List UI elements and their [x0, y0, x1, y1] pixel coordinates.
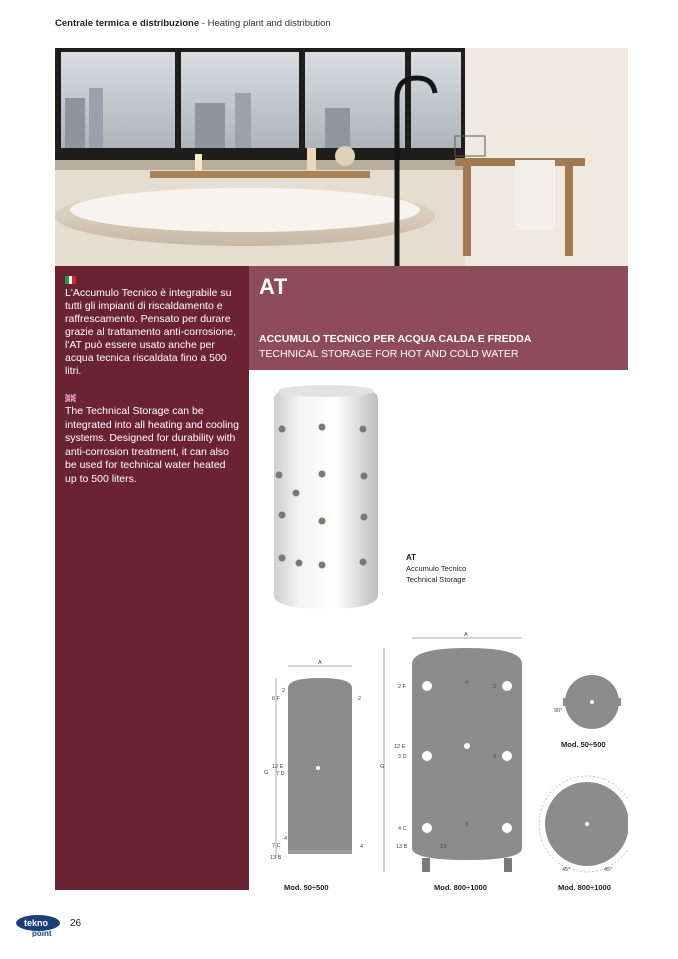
- svg-text:7 C: 7 C: [272, 843, 281, 849]
- product-title-it: ACCUMULO TECNICO PER ACQUA CALDA E FREDDA: [259, 333, 532, 345]
- page-header: [55, 18, 331, 29]
- svg-text:13 B: 13 B: [270, 855, 282, 861]
- label-top-small-model: Mod. 50÷500: [561, 740, 606, 749]
- dim-g-large: G: [380, 764, 385, 770]
- description-panel: [55, 266, 249, 890]
- label-small-model: Mod. 50÷500: [284, 883, 329, 892]
- technical-drawings: [262, 628, 628, 883]
- dim-a-large: A: [464, 632, 468, 638]
- svg-text:2 F: 2 F: [398, 684, 406, 690]
- caption-name-it: Accumulo Tecnico: [406, 564, 467, 573]
- label-top-large-model: Mod. 800÷1000: [558, 883, 611, 892]
- large-tank-side-drawing: [380, 632, 522, 872]
- svg-text:3 D: 3 D: [398, 754, 407, 760]
- product-title-en: TECHNICAL STORAGE FOR HOT AND COLD WATER: [259, 348, 519, 360]
- large-tank-top-drawing: [539, 776, 628, 873]
- hero-bathroom-photo: [55, 48, 628, 266]
- italian-flag-icon: [65, 276, 76, 284]
- logo-text-top: tekno: [24, 918, 49, 928]
- svg-text:6 F: 6 F: [272, 696, 280, 702]
- label-large-model: Mod. 800÷1000: [434, 883, 487, 892]
- svg-text:45°: 45°: [604, 867, 613, 873]
- teknopoint-logo: [14, 913, 66, 942]
- svg-text:7 D: 7 D: [276, 771, 285, 777]
- svg-text:3: 3: [493, 754, 497, 760]
- small-tank-top-drawing: [554, 675, 621, 729]
- svg-text:4: 4: [284, 836, 288, 842]
- header-separator: -: [199, 18, 208, 29]
- svg-text:2: 2: [358, 696, 362, 702]
- svg-text:13: 13: [440, 844, 447, 850]
- product-caption: [406, 552, 466, 585]
- bathroom-illustration: [55, 48, 628, 266]
- dim-g-small: G: [264, 770, 269, 776]
- page-number: 26: [70, 918, 82, 929]
- dim-a-small: A: [318, 660, 322, 666]
- small-tank-side-drawing: [264, 660, 363, 861]
- description-en: The Technical Storage can be integrated into all heating and cooling systems. Designed for durability with anti-corrosion treatment, it can also be used for technical water heated up to 500 liters.: [65, 405, 239, 485]
- product-title-panel: [249, 266, 628, 370]
- svg-text:4: 4: [360, 844, 364, 850]
- tank-product-photo: [266, 385, 386, 620]
- svg-text:4 C: 4 C: [398, 826, 407, 832]
- description-it: L'Accumulo Tecnico è integrabile su tutti gli impianti di riscaldamento e raffrescamento. Pensato per durare grazie al trattamento anti-corrosione, l'AT può essere usato anche per acqua tecnica riscaldata fino a 500 litri.: [65, 287, 236, 377]
- caption-code: AT: [406, 553, 417, 562]
- svg-text:12 E: 12 E: [394, 744, 406, 750]
- uk-flag-icon: [65, 394, 76, 402]
- caption-name-en: Technical Storage: [406, 575, 466, 584]
- section-title-en: Heating plant and distribution: [207, 18, 331, 29]
- svg-text:12 E: 12 E: [272, 764, 284, 770]
- svg-text:4: 4: [465, 680, 469, 686]
- svg-text:2: 2: [493, 684, 497, 690]
- section-title-it: Centrale termica e distribuzione: [55, 18, 200, 29]
- svg-text:13 B: 13 B: [396, 844, 408, 850]
- svg-text:2: 2: [282, 688, 286, 694]
- svg-text:3: 3: [465, 822, 469, 828]
- svg-text:45°: 45°: [562, 867, 571, 873]
- logo-text-bottom: point: [32, 929, 52, 937]
- svg-text:90°: 90°: [554, 708, 563, 714]
- product-code: AT: [259, 274, 288, 299]
